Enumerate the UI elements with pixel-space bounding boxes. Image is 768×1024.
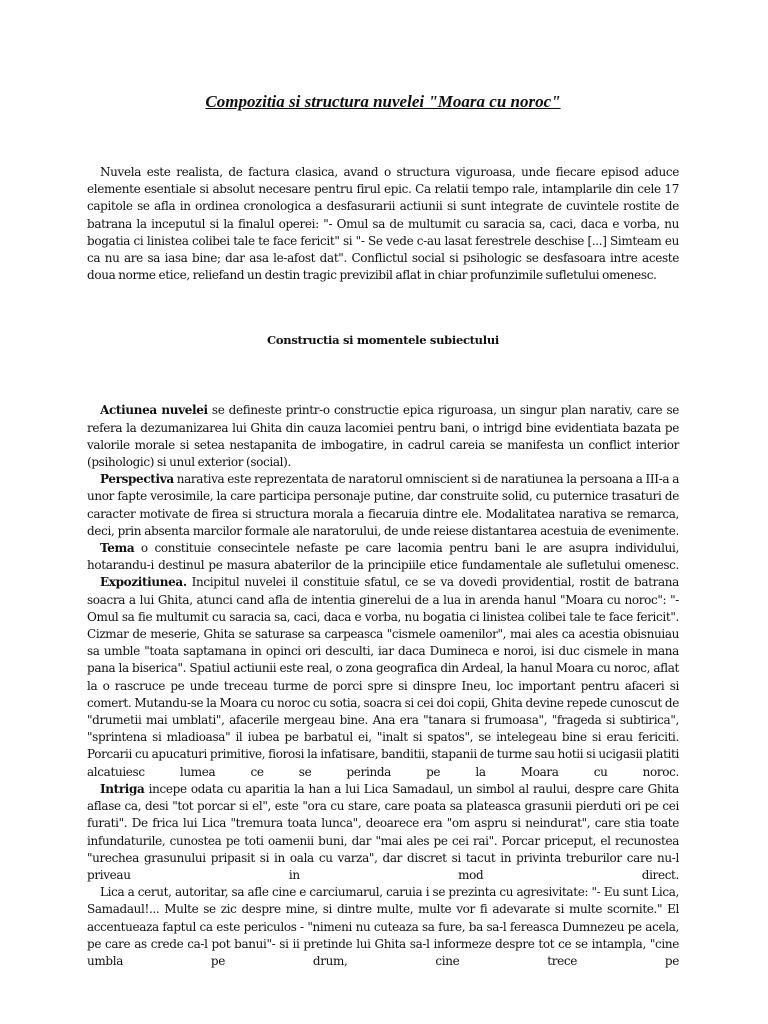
- intro-paragraph: Nuvela este realista, de factura clasica, avand o structura viguroasa, unde fiecare episod aduce elemente esentiale si absolut necesare pentru firul epic. Ca relatii tempo rale, intamplarile din cele 17 capitole se afla in ordinea cronologica a desfasurarii actiunii si sunt integrate de cuvintele rostite de batrana la inceputul si la finalul operei: "- Omul sa de multumit cu saracia sa, caci, daca e vorba, nu bogatia ci linistea colibei tale te face fericit" si "- Se vede c-au lasat ferestrele deschise [...] Simteam eu ca nu are sa iasa bine; dar asa le-afost dat". Conflictul social si psihologic se desfasoara intre aceste doua norme etice, reliefand un destin tragic previzibil aflat in chiar profunzimile sufletului omenesc.: [87, 165, 679, 283]
- paragraph-text: Lica a cerut, autoritar, sa afle cine e carciumarul, caruia i se prezinta cu agresivitate: "- Eu sunt Lica, Samadaul!... Multe se zic despre mine, si dintre multe, multe vor fi adevarate si multe scornite." El accentueaza faptul ca este periculos - "nimeni nu cuteaza sa fure, ba sa-l fereasca Dumnezeu pe acela, pe care as crede ca-l pot banui"- si ii pretinde lui Ghita sa-l informeze despre tot ce se intampla, "cine umbla pe drum, cine trece pe: [87, 885, 679, 968]
- paragraph-intriga: [87, 781, 679, 884]
- paragraph-perspectiva: [87, 471, 679, 540]
- paragraph-lead: Perspectiva: [100, 472, 174, 487]
- body-section: [87, 402, 679, 970]
- paragraph-tema: [87, 540, 679, 574]
- paragraph-expozitiunea: [87, 574, 679, 780]
- intro-section: [87, 164, 679, 284]
- paragraph-text: Incipitul nuvelei il constituie sfatul, ce se va dovedi providential, rostit de batrana soacra a lui Ghita, atunci cand afla de intentia ginerelui de a lua in arenda hanul "Moara cu noroc": "- Omul sa fie multumit cu saracia sa, caci, daca e vorba, nu bogatia ci linistea colibei tale te face fericit". Cizmar de meserie, Ghita se saturase sa carpeasca "cismele oamenilor", mai ales ca acestia obisnuiau sa umble "toata saptamana in opinci ori desculti, iar daca Dumineca e noroi, isi duc cismele in mana pana la biserica". Spatiul actiunii este real, o zona geografica din Ardeal, la hanul Moara cu noroc, aflat la o rascruce pe unde treceau turme de porci spre si dinspre Ineu, loc important pentru afaceri si comert. Mutandu-se la Moara cu noroc cu sotia, soacra si cei doi copii, Ghita devine repede cunoscut de "drumetii mai umblati", afacerile mergeau bine. Ana era "tanara si frumoasa", "fragedа si subtirica", "sprintena si mladioasa" il iubea pe barbatul ei, "inalt si spatos", se intelegeau bine si erau fericiti. Porcarii cu apucaturi primitive, fiorosi la infatisare, banditii, stapanii de turme sau hotii si ucigasii platiti alcatuiesc lumea ce se perinda pe la Moara cu noroc.: [87, 575, 679, 779]
- paragraph-text: narativa este reprezentata de naratorul omniscient si de naratiunea la persoana a III-a a unor fapte verosimile, la care participa personaje putine, dar construite solid, cu puternice trasaturi de caracter motivate de firea si structura morala a fiecaruia dintre ele. Modalitatea narativa se remarca, deci, prin absenta marcilor formale ale naratorului, de unde reiese distantarea acestuia de evenimente.: [87, 472, 679, 538]
- paragraph-lead: Actiunea nuvelei: [100, 403, 208, 418]
- paragraph-lica: [87, 884, 679, 970]
- paragraph-lead: Tema: [100, 541, 135, 556]
- paragraph-text: o constituie consecintele nefaste pe care lacomia pentru bani le are asupra individului, hotarandu-i destinul pe masura abaterilor de la principiile etice fundamentale ale sufletului omenesc.: [87, 541, 679, 573]
- paragraph-text: se defineste printr-o constructie epica riguroasa, un singur plan narativ, care se refera la dezumanizarea lui Ghita din cauza lacomiei pentru bani, o intrigd bine evidentiata bazata pe valorile morale si setea nestapanita de imbogatire, in cadrul careia se manifesta un conflict interior (psihologic) si unul exterior (social).: [87, 403, 679, 470]
- document-page: [87, 92, 679, 970]
- document-title: Compozitia si structura nuvelei "Moara cu noroc": [205, 92, 561, 111]
- paragraph-lead: Expozitiunea.: [100, 575, 187, 590]
- section-heading: Constructia si momentele subiectului: [267, 333, 499, 348]
- paragraph-text: incepe odata cu aparitia la han a lui Lica Samadaul, un simbol al raului, despre care Ghita aflase ca, desi "tot porcar si el", este "ora cu stare, care poata sa plateasca grasunii pierduti ori pe cei furati". De frica lui Lica "tremura toata lunca", deoarece era "om aspru si neindurat", care stia toate infundaturile, cunostea pe toti oamenii buni, dar "mai ales pe cei rai". Porcar priceput, el recunostea "urechea grasunului pripasit si in oala cu varza", dar discret si tacut in privinta treburilor care nu-l priveau in mod direct.: [87, 781, 679, 882]
- paragraph-actiunea: [87, 402, 679, 471]
- paragraph-lead: Intriga: [100, 781, 145, 796]
